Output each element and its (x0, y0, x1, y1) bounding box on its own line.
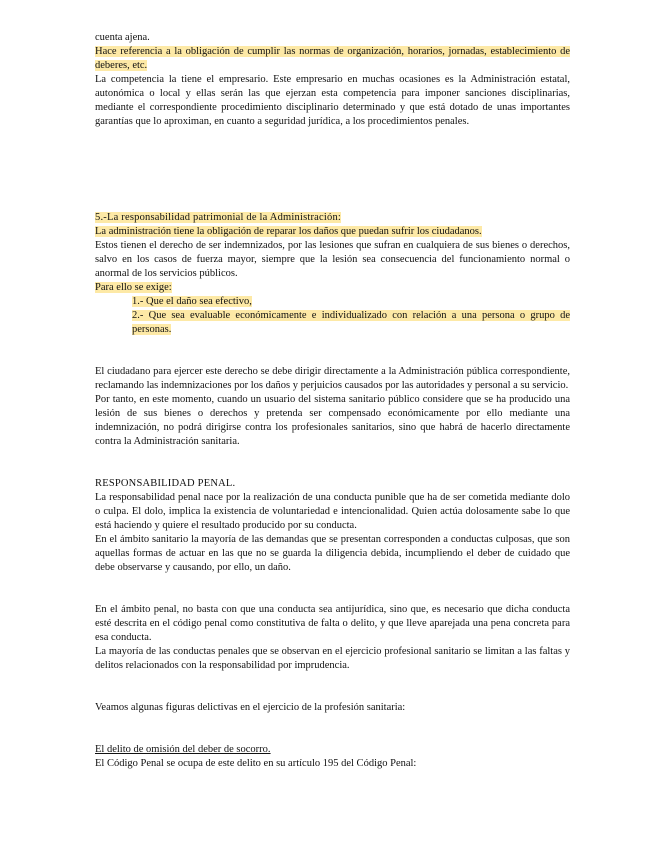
list-item-text: 2.- Que sea evaluable económicamente e individualizado con relación a una persona o grupo de personas. (132, 310, 570, 335)
paragraph: El Código Penal se ocupa de este delito en su artículo 195 del Código Penal: (95, 758, 417, 769)
paragraph: Por tanto, en este momento, cuando un usuario del sistema sanitario público considere que se ha producido una lesión de sus bienes o derechos y pretenda ser compensado económicamente por ello mediante una indemnización, no podrá dirigirse contra los profesionales sanitarios, sino que habrá de hacerlo directamente contra la Administración sanitaria. (95, 394, 570, 447)
list-item (132, 309, 570, 337)
list-item-text: 1.- Que el daño sea efectivo, (132, 296, 252, 307)
highlighted-text: Para ello se exige: (95, 282, 172, 293)
paragraph: La mayoría de las conductas penales que se observan en el ejercicio profesional sanitario se limitan a las faltas y delitos relacionados con la responsabilidad por imprudencia. (95, 646, 570, 671)
section-heading: RESPONSABILIDAD PENAL. (95, 478, 236, 489)
list-item (132, 295, 570, 309)
highlighted-text: La administración tiene la obligación de reparar los daños que puedan sufrir los ciudadanos. (95, 226, 482, 237)
paragraph: La responsabilidad penal nace por la realización de una conducta punible que ha de ser cometida mediante dolo o culpa. El dolo, implica la existencia de voluntariedad e intencionalidad. Quien actúa dolosamente sabe lo que está haciendo y quiere el resultado producido por su conducta. (95, 492, 570, 531)
highlighted-text: Hace referencia a la obligación de cumplir las normas de organización, horarios, jornadas, establecimiento de deberes, etc. (95, 46, 570, 71)
paragraph: El ciudadano para ejercer este derecho se debe dirigir directamente a la Administración pública correspondiente, reclamando las indemnizaciones por los daños y perjuicios causados por las autoridades y personal a su servicio. (95, 366, 570, 391)
section-heading (95, 211, 570, 225)
highlighted-paragraph (95, 225, 570, 239)
paragraph: En el ámbito sanitario la mayoría de las demandas que se presentan corresponden a conductas culposas, que son aquellas formas de actuar en las que no se guarda la diligencia debida, incumpliendo el deber de cuidado que debe observarse y causando, por ello, un daño. (95, 534, 570, 573)
paragraph: La competencia la tiene el empresario. Este empresario en muchas ocasiones es la Administración estatal, autonómica o local y ellas serán las que ejerzan esta competencia para imponer sanciones disciplinarias, mediante el correspondiente procedimiento disciplinario determinado y que está dotado de unas importantes garantías que lo aproximan, en cuanto a seguridad jurídica, a los procedimientos penales. (95, 74, 570, 127)
subsection-heading: El delito de omisión del deber de socorro. (95, 744, 271, 755)
highlighted-paragraph (95, 281, 570, 295)
text-line: cuenta ajena. (95, 32, 150, 43)
paragraph: Estos tienen el derecho de ser indemnizados, por las lesiones que sufran en cualquiera de sus bienes o derechos, salvo en los casos de fuerza mayor, siempre que la lesión sea consecuencia del funcionamiento normal o anormal de los servicios públicos. (95, 240, 570, 279)
paragraph: En el ámbito penal, no basta con que una conducta sea antijurídica, sino que, es necesario que dicha conducta esté descrita en el código penal como constitutiva de falta o delito, y que lleve aparejada una pena concreta para esa conducta. (95, 604, 570, 643)
highlighted-paragraph (95, 45, 570, 73)
document-body (95, 31, 570, 771)
heading-text: 5.-La responsabilidad patrimonial de la Administración: (95, 212, 342, 223)
paragraph: Veamos algunas figuras delictivas en el ejercicio de la profesión sanitaria: (95, 702, 406, 713)
